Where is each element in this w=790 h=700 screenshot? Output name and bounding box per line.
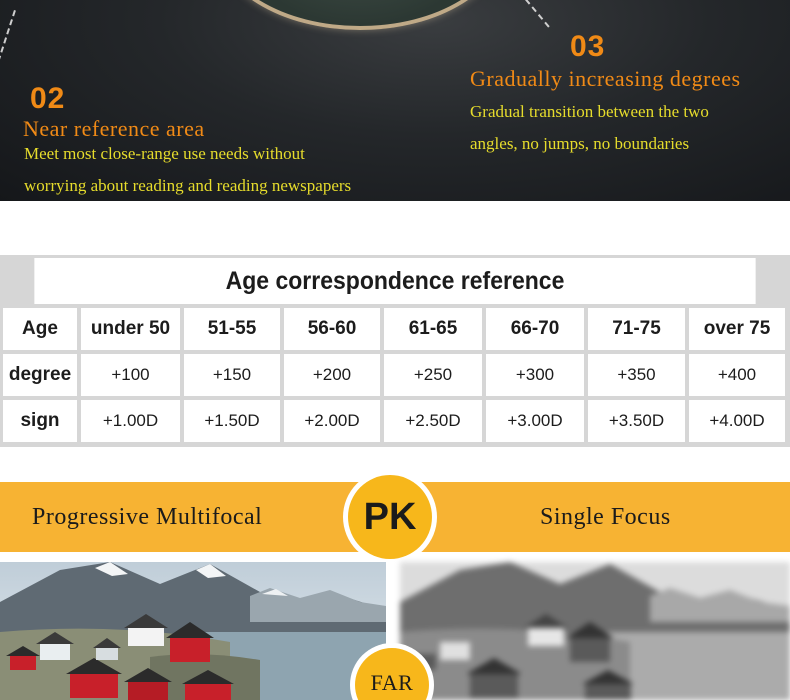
far-badge-text: FAR (355, 648, 429, 700)
table-cell: +4.00D (689, 400, 785, 442)
near-area-description (24, 138, 454, 201)
table-cell: over 75 (689, 308, 785, 350)
row-header-age: Age (3, 308, 77, 350)
table-cell: +3.00D (486, 400, 584, 442)
gradual-area-description (470, 96, 790, 160)
table-cell: 61-65 (384, 308, 482, 350)
near-area-title: Near reference area (23, 116, 205, 141)
near-area-number: 02 (30, 82, 66, 115)
row-header-sign: sign (3, 400, 77, 442)
near-area-line-1: Meet most close-range use needs without (24, 144, 305, 163)
table-row-degree (3, 354, 787, 396)
table-cell: +350 (588, 354, 685, 396)
near-area-line-2: worrying about reading and reading newspapers (24, 176, 352, 195)
table-cell: +3.50D (588, 400, 685, 442)
age-correspondence-table (0, 255, 790, 447)
table-cell: 71-75 (588, 308, 685, 350)
table-cell: +300 (486, 354, 584, 396)
progressive-view-photo (0, 562, 386, 700)
table-title: Age correspondence reference (34, 258, 755, 304)
table-cell: +1.00D (81, 400, 180, 442)
table-cell: +1.50D (184, 400, 280, 442)
pk-badge-text: PK (348, 475, 432, 559)
gradual-area-line-2: angles, no jumps, no boundaries (470, 134, 690, 153)
village-landscape-blurred (400, 562, 790, 700)
table-cell: +2.00D (284, 400, 380, 442)
table-cell: 51-55 (184, 308, 280, 350)
table-cell: 66-70 (486, 308, 584, 350)
table-cell: +2.50D (384, 400, 482, 442)
table-cell: 56-60 (284, 308, 380, 350)
village-landscape-sharp (0, 562, 386, 700)
pk-badge (343, 470, 437, 564)
gradual-area-title: Gradually increasing degrees (470, 66, 741, 91)
lens-illustration (215, 0, 505, 30)
row-header-degree: degree (3, 354, 77, 396)
feature-banner (0, 0, 790, 201)
table-row-age (3, 308, 787, 350)
table-cell: +100 (81, 354, 180, 396)
table-cell: +400 (689, 354, 785, 396)
table-cell: +200 (284, 354, 380, 396)
gradual-area-line-1: Gradual transition between the two (470, 102, 709, 121)
table-row-sign (3, 400, 787, 442)
single-focus-view-photo (400, 562, 790, 700)
callout-line-left (0, 10, 16, 98)
callout-line-right (525, 0, 550, 28)
gradual-area-number: 03 (570, 30, 606, 63)
table-cell: +250 (384, 354, 482, 396)
single-focus-label: Single Focus (540, 504, 671, 530)
table-cell: under 50 (81, 308, 180, 350)
table-cell: +150 (184, 354, 280, 396)
progressive-multifocal-label: Progressive Multifocal (32, 504, 263, 530)
